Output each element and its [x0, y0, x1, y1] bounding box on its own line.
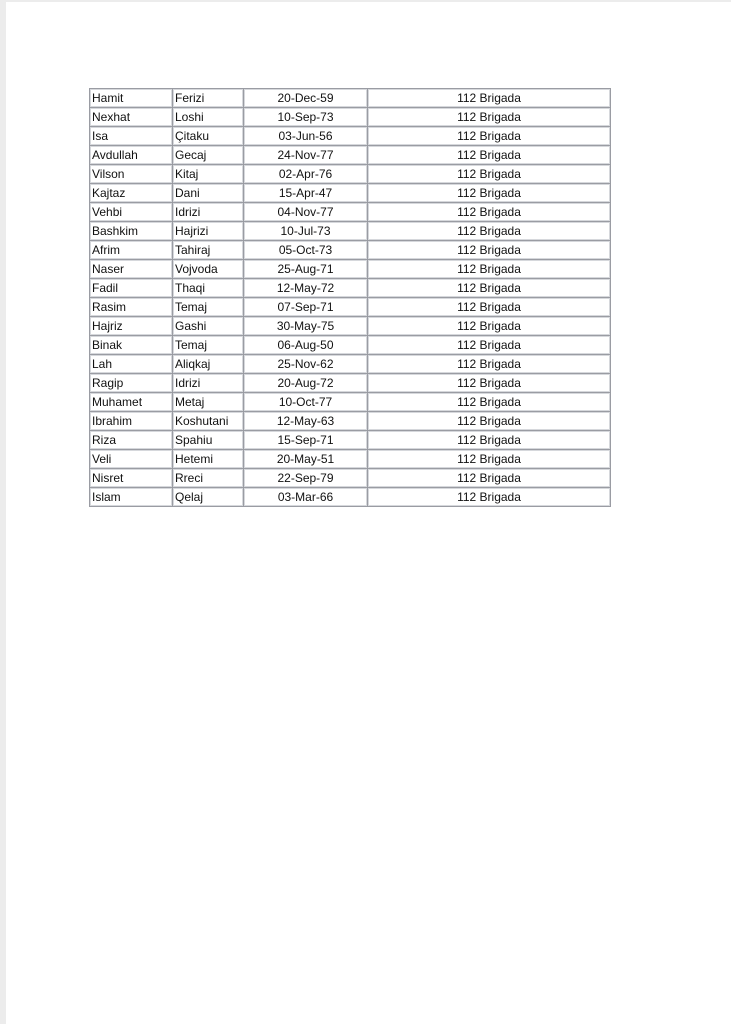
first-name-cell: Nisret — [90, 469, 173, 488]
last-name-cell: Vojvoda — [173, 260, 244, 279]
unit-cell: 112 Brigada — [368, 336, 611, 355]
first-name-cell: Nexhat — [90, 108, 173, 127]
birth-date-cell: 06-Aug-50 — [244, 336, 368, 355]
unit-cell: 112 Brigada — [368, 203, 611, 222]
unit-cell: 112 Brigada — [368, 108, 611, 127]
first-name-cell: Islam — [90, 488, 173, 507]
unit-cell: 112 Brigada — [368, 279, 611, 298]
table-row — [90, 412, 611, 431]
birth-date-cell: 05-Oct-73 — [244, 241, 368, 260]
unit-cell: 112 Brigada — [368, 431, 611, 450]
table-row — [90, 450, 611, 469]
unit-cell: 112 Brigada — [368, 355, 611, 374]
table-row — [90, 222, 611, 241]
table-row — [90, 431, 611, 450]
table-row — [90, 260, 611, 279]
last-name-cell: Aliqkaj — [173, 355, 244, 374]
first-name-cell: Muhamet — [90, 393, 173, 412]
unit-cell: 112 Brigada — [368, 469, 611, 488]
birth-date-cell: 07-Sep-71 — [244, 298, 368, 317]
unit-cell: 112 Brigada — [368, 241, 611, 260]
first-name-cell: Riza — [90, 431, 173, 450]
unit-cell: 112 Brigada — [368, 317, 611, 336]
table-row — [90, 127, 611, 146]
unit-cell: 112 Brigada — [368, 184, 611, 203]
birth-date-cell: 22-Sep-79 — [244, 469, 368, 488]
first-name-cell: Fadil — [90, 279, 173, 298]
unit-cell: 112 Brigada — [368, 298, 611, 317]
last-name-cell: Kitaj — [173, 165, 244, 184]
birth-date-cell: 03-Mar-66 — [244, 488, 368, 507]
unit-cell: 112 Brigada — [368, 127, 611, 146]
unit-cell: 112 Brigada — [368, 374, 611, 393]
last-name-cell: Temaj — [173, 298, 244, 317]
birth-date-cell: 12-May-63 — [244, 412, 368, 431]
table-row — [90, 108, 611, 127]
table-row — [90, 241, 611, 260]
first-name-cell: Bashkim — [90, 222, 173, 241]
last-name-cell: Dani — [173, 184, 244, 203]
last-name-cell: Çitaku — [173, 127, 244, 146]
first-name-cell: Veli — [90, 450, 173, 469]
last-name-cell: Thaqi — [173, 279, 244, 298]
last-name-cell: Gashi — [173, 317, 244, 336]
last-name-cell: Temaj — [173, 336, 244, 355]
last-name-cell: Qelaj — [173, 488, 244, 507]
birth-date-cell: 20-Dec-59 — [244, 89, 368, 108]
birth-date-cell: 25-Aug-71 — [244, 260, 368, 279]
birth-date-cell: 15-Apr-47 — [244, 184, 368, 203]
first-name-cell: Avdullah — [90, 146, 173, 165]
birth-date-cell: 15-Sep-71 — [244, 431, 368, 450]
last-name-cell: Loshi — [173, 108, 244, 127]
last-name-cell: Rreci — [173, 469, 244, 488]
last-name-cell: Idrizi — [173, 203, 244, 222]
last-name-cell: Koshutani — [173, 412, 244, 431]
unit-cell: 112 Brigada — [368, 260, 611, 279]
document-page — [6, 2, 731, 1024]
first-name-cell: Rasim — [90, 298, 173, 317]
table-row — [90, 374, 611, 393]
unit-cell: 112 Brigada — [368, 89, 611, 108]
unit-cell: 112 Brigada — [368, 146, 611, 165]
birth-date-cell: 10-Jul-73 — [244, 222, 368, 241]
birth-date-cell: 03-Jun-56 — [244, 127, 368, 146]
records-table-body — [90, 89, 611, 507]
unit-cell: 112 Brigada — [368, 165, 611, 184]
last-name-cell: Hajrizi — [173, 222, 244, 241]
birth-date-cell: 02-Apr-76 — [244, 165, 368, 184]
last-name-cell: Spahiu — [173, 431, 244, 450]
unit-cell: 112 Brigada — [368, 222, 611, 241]
table-row — [90, 355, 611, 374]
first-name-cell: Vehbi — [90, 203, 173, 222]
first-name-cell: Hajriz — [90, 317, 173, 336]
table-row — [90, 317, 611, 336]
unit-cell: 112 Brigada — [368, 412, 611, 431]
birth-date-cell: 20-May-51 — [244, 450, 368, 469]
birth-date-cell: 10-Oct-77 — [244, 393, 368, 412]
table-row — [90, 393, 611, 412]
last-name-cell: Gecaj — [173, 146, 244, 165]
birth-date-cell: 04-Nov-77 — [244, 203, 368, 222]
birth-date-cell: 20-Aug-72 — [244, 374, 368, 393]
last-name-cell: Metaj — [173, 393, 244, 412]
first-name-cell: Ibrahim — [90, 412, 173, 431]
last-name-cell: Ferizi — [173, 89, 244, 108]
birth-date-cell: 24-Nov-77 — [244, 146, 368, 165]
table-row — [90, 279, 611, 298]
table-row — [90, 146, 611, 165]
first-name-cell: Hamit — [90, 89, 173, 108]
birth-date-cell: 30-May-75 — [244, 317, 368, 336]
last-name-cell: Tahiraj — [173, 241, 244, 260]
unit-cell: 112 Brigada — [368, 488, 611, 507]
table-row — [90, 184, 611, 203]
last-name-cell: Hetemi — [173, 450, 244, 469]
first-name-cell: Naser — [90, 260, 173, 279]
unit-cell: 112 Brigada — [368, 393, 611, 412]
birth-date-cell: 10-Sep-73 — [244, 108, 368, 127]
last-name-cell: Idrizi — [173, 374, 244, 393]
table-row — [90, 469, 611, 488]
table-row — [90, 203, 611, 222]
unit-cell: 112 Brigada — [368, 450, 611, 469]
birth-date-cell: 25-Nov-62 — [244, 355, 368, 374]
first-name-cell: Ragip — [90, 374, 173, 393]
first-name-cell: Lah — [90, 355, 173, 374]
table-row — [90, 89, 611, 108]
first-name-cell: Afrim — [90, 241, 173, 260]
first-name-cell: Vilson — [90, 165, 173, 184]
first-name-cell: Binak — [90, 336, 173, 355]
first-name-cell: Isa — [90, 127, 173, 146]
table-row — [90, 336, 611, 355]
table-row — [90, 488, 611, 507]
birth-date-cell: 12-May-72 — [244, 279, 368, 298]
first-name-cell: Kajtaz — [90, 184, 173, 203]
table-row — [90, 165, 611, 184]
table-row — [90, 298, 611, 317]
records-table — [89, 88, 611, 507]
